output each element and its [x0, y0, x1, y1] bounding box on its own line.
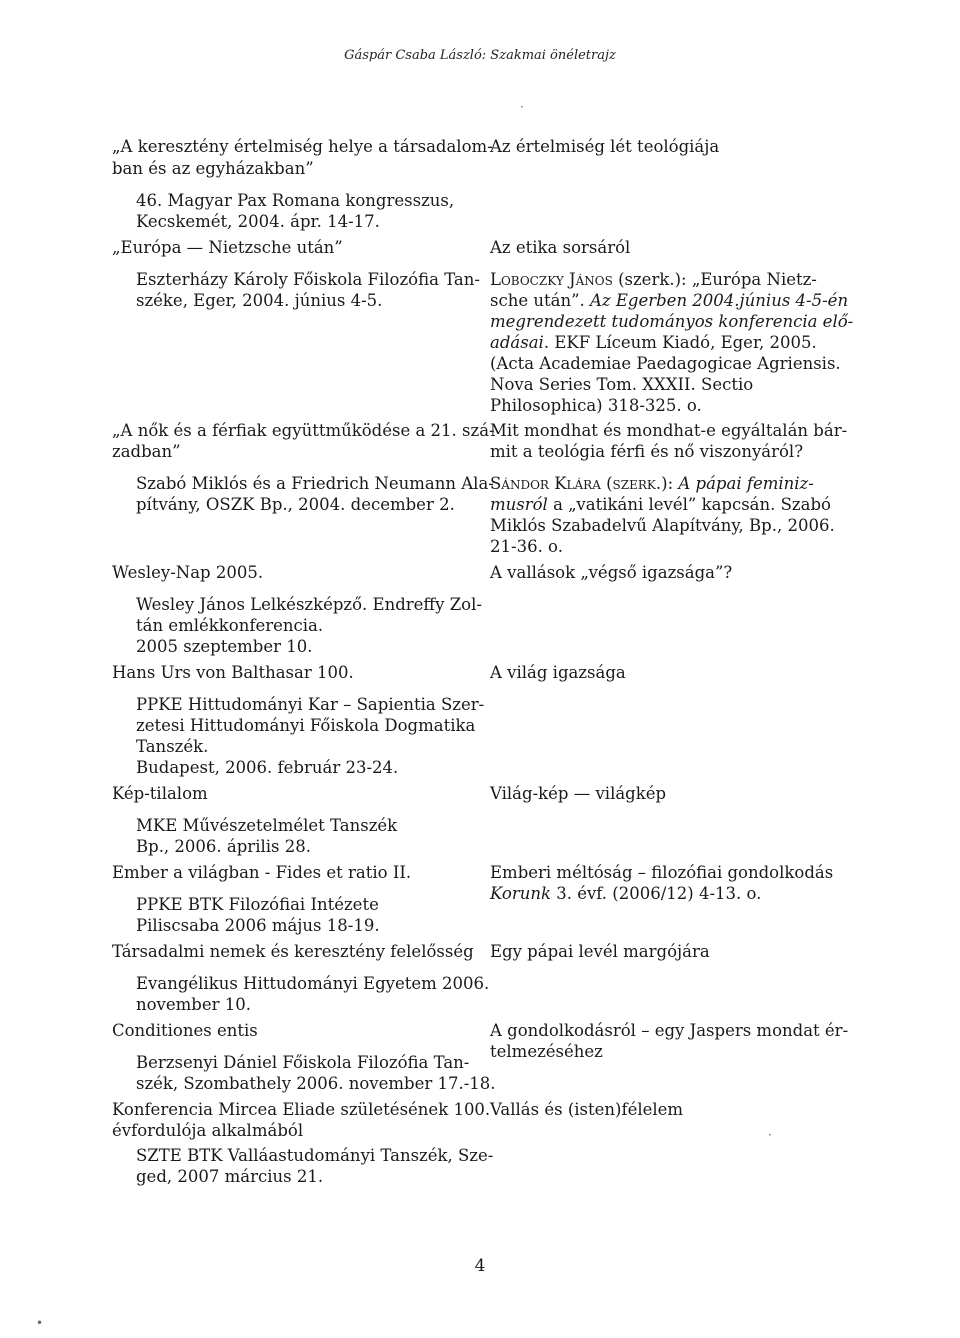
entry-venue: MKE Művészetelmélet Tanszék	[136, 816, 398, 835]
publication-citation	[490, 494, 831, 515]
entry-title: „A keresztény értelmiség helye a társadalom-	[112, 137, 493, 156]
entry-title: Hans Urs von Balthasar 100.	[112, 663, 354, 682]
entry-venue: Berzsenyi Dániel Főiskola Filozófia Tan-	[136, 1053, 470, 1072]
publication-citation: Nova Series Tom. XXXII. Sectio	[490, 375, 754, 394]
entry-venue: Szabó Miklós és a Friedrich Neumann Ala-	[136, 474, 494, 493]
citation-text: (szerk.): „Európa Nietz-	[612, 270, 817, 289]
publication-citation	[490, 473, 814, 494]
entry-venue: szék, Szombathely 2006. november 17.-18.	[136, 1074, 496, 1093]
publication-title: A vallások „végső igazsága”?	[490, 563, 733, 582]
publication-citation	[490, 269, 817, 290]
scan-speck: ·	[520, 100, 524, 114]
publication-title: Világ-kép — világkép	[490, 784, 667, 803]
citation-italic: A pápai feminiz-	[678, 474, 814, 493]
citation-text: . EKF Líceum Kiadó, Eger, 2005.	[543, 333, 817, 352]
publication-title: Egy pápai levél margójára	[490, 942, 710, 961]
entry-title: zadban”	[112, 442, 181, 461]
entry-venue: PPKE BTK Filozófiai Intézete	[136, 895, 379, 914]
publication-title: A gondolkodásról – egy Jaspers mondat ér-	[490, 1021, 849, 1040]
entry-title: „A nők és a férfiak együttműködése a 21. szá-	[112, 421, 495, 440]
publication-title: mit a teológia férfi és nő viszonyáról?	[490, 442, 804, 461]
citation-italic: Az Egerben 2004.június 4-5-én	[590, 291, 849, 310]
entry-title: Konferencia Mircea Eliade születésének 100.	[112, 1100, 491, 1119]
entry-venue: Evangélikus Hittudományi Egyetem 2006.	[136, 974, 490, 993]
publication-citation	[490, 290, 848, 311]
publication-citation: megrendezett tudományos konferencia elő-	[490, 312, 854, 331]
entry-venue: Eszterházy Károly Főiskola Filozófia Tan-	[136, 270, 480, 289]
entry-venue: ged, 2007 március 21.	[136, 1167, 324, 1186]
citation-text: 3. évf. (2006/12) 4-13. o.	[550, 884, 762, 903]
citation-text: :	[667, 474, 679, 493]
editor-name: Sándor Klára (szerk.)	[490, 474, 668, 493]
publication-title: telmezéséhez	[490, 1042, 603, 1061]
publication-citation: Miklós Szabadelvű Alapítvány, Bp., 2006.	[490, 516, 835, 535]
citation-text: sche után”.	[490, 291, 590, 310]
entry-title: Társadalmi nemek és keresztény felelősség	[112, 942, 474, 961]
publication-title: Vallás és (isten)félelem	[490, 1100, 684, 1119]
entry-title: évfordulója alkalmából	[112, 1121, 304, 1140]
page-number: 4	[474, 1256, 486, 1276]
entry-venue: 46. Magyar Pax Romana kongresszus,	[136, 191, 455, 210]
page-header: Gáspár Csaba László: Szakmai önéletrajz	[344, 48, 616, 63]
entry-venue: Piliscsaba 2006 május 18-19.	[136, 916, 380, 935]
citation-italic: musról	[490, 495, 548, 514]
entry-title: ban és az egyházakban”	[112, 159, 314, 178]
entry-venue: Tanszék.	[136, 737, 209, 756]
entry-venue: Bp., 2006. április 28.	[136, 837, 311, 856]
entry-venue: zetesi Hittudományi Főiskola Dogmatika	[136, 716, 476, 735]
entry-venue: Budapest, 2006. február 23-24.	[136, 758, 399, 777]
citation-italic: adásai	[490, 333, 544, 352]
entry-title: Wesley-Nap 2005.	[112, 563, 264, 582]
publication-title: Az értelmiség lét teológiája	[490, 137, 720, 156]
publication-citation	[490, 883, 761, 904]
entry-title: Conditiones entis	[112, 1021, 258, 1040]
entry-venue: széke, Eger, 2004. június 4-5.	[136, 291, 383, 310]
entry-venue: Wesley János Lelkészképző. Endreffy Zol-	[136, 595, 482, 614]
scan-speck: ·	[768, 1128, 772, 1142]
editor-name: Loboczky János	[490, 270, 613, 289]
publication-title: A világ igazsága	[490, 663, 626, 682]
citation-italic: Korunk	[490, 884, 551, 903]
publication-title: Az etika sorsáról	[490, 238, 631, 257]
entry-venue: 2005 szeptember 10.	[136, 637, 313, 656]
publication-title: Mit mondhat és mondhat-e egyáltalán bár-	[490, 421, 848, 440]
publication-title: Emberi méltóság – filozófiai gondolkodás	[490, 863, 834, 882]
entry-venue: Kecskemét, 2004. ápr. 14-17.	[136, 212, 380, 231]
publication-citation: (Acta Academiae Paedagogicae Agriensis.	[490, 354, 841, 373]
citation-text: a „vatikáni levél” kapcsán. Szabó	[547, 495, 831, 514]
publication-citation: Philosophica) 318-325. o.	[490, 396, 702, 415]
publication-citation: 21-36. o.	[490, 537, 563, 556]
entry-venue: SZTE BTK Valláastudományi Tanszék, Sze-	[136, 1146, 494, 1165]
entry-title: „Európa — Nietzsche után”	[112, 238, 343, 257]
entry-title: Kép-tilalom	[112, 784, 208, 803]
entry-venue: november 10.	[136, 995, 251, 1014]
entry-venue: pítvány, OSZK Bp., 2004. december 2.	[136, 495, 455, 514]
scan-speck: •	[36, 1316, 44, 1330]
publication-citation	[490, 332, 817, 353]
entry-venue: tán emlékkonferencia.	[136, 616, 324, 635]
entry-title: Ember a világban - Fides et ratio II.	[112, 863, 412, 882]
entry-venue: PPKE Hittudományi Kar – Sapientia Szer-	[136, 695, 485, 714]
